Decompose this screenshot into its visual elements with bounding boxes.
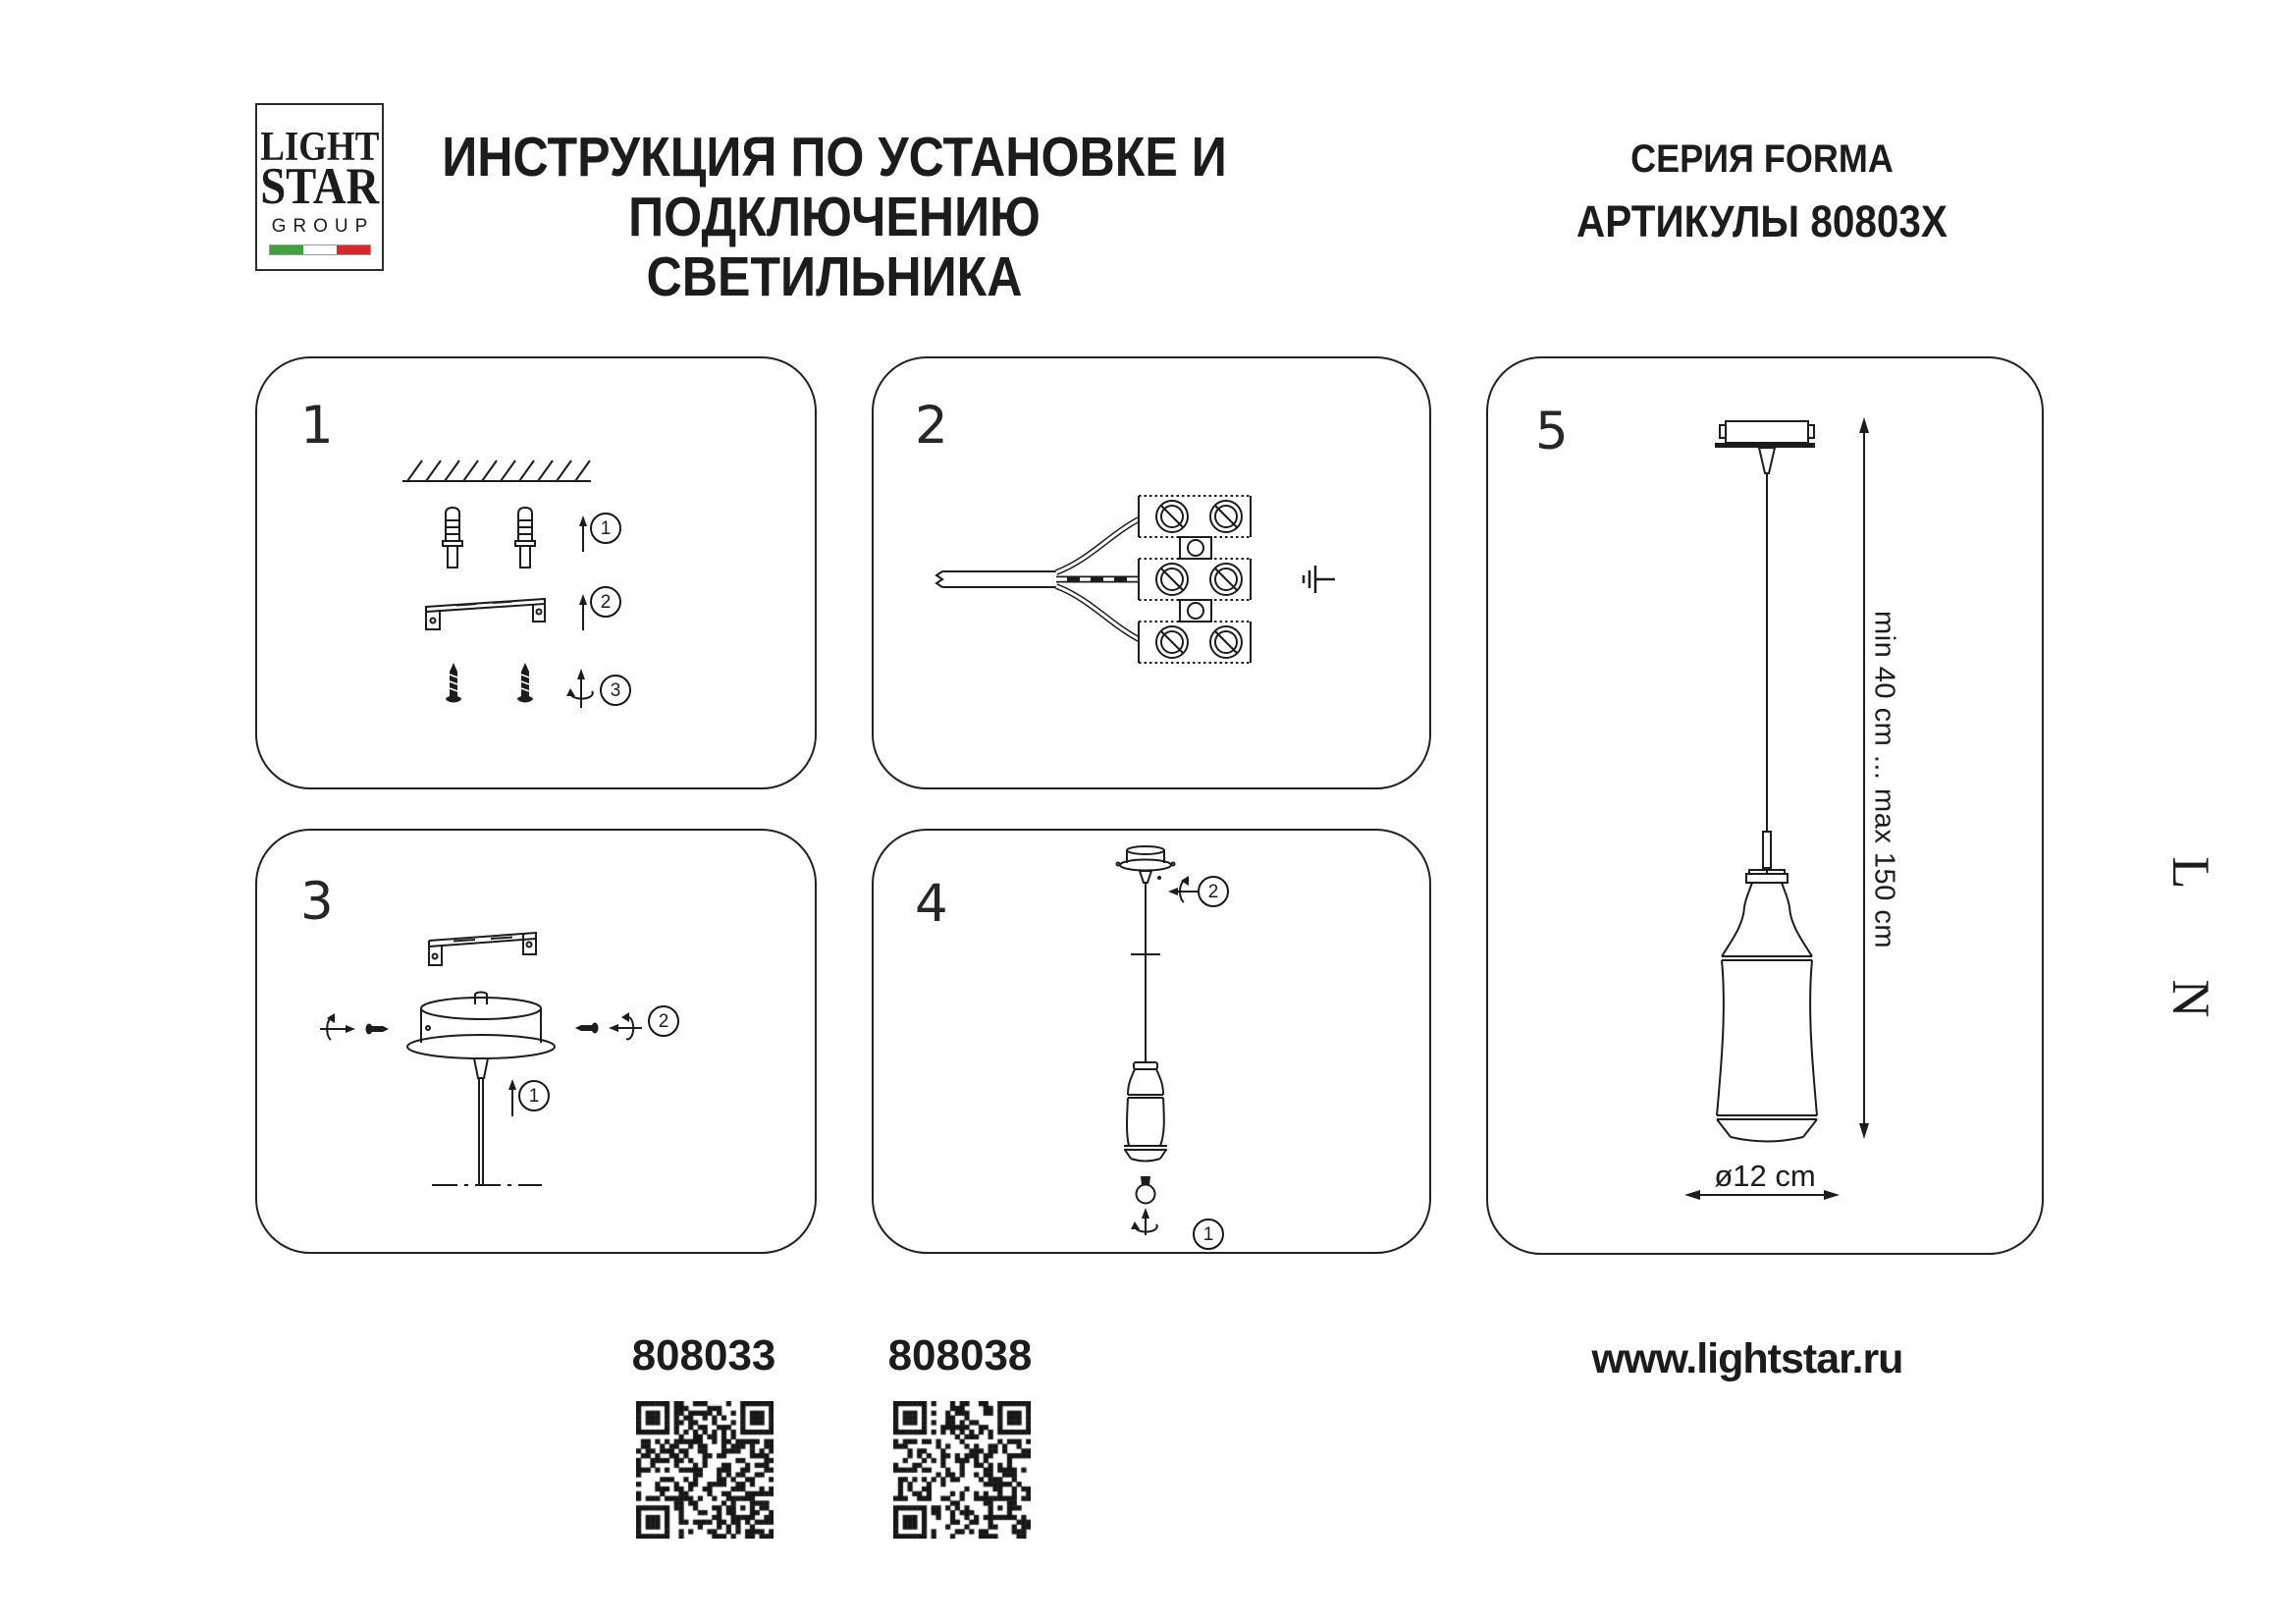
step1-diagram	[257, 358, 815, 787]
terminal-screw-icon	[1210, 501, 1242, 532]
logo-word-group: GROUP	[271, 216, 375, 237]
insert-arrow-icon	[508, 1079, 516, 1116]
step-panel-3	[255, 829, 817, 1254]
terminal-label-neutral: N	[2162, 979, 2220, 1018]
lightstar-logo	[255, 103, 384, 271]
step3-diagram	[257, 831, 815, 1252]
pendant-lamp-diagram	[1488, 358, 2042, 1253]
screw-icon	[517, 663, 533, 703]
mounting-bracket-icon	[426, 599, 545, 629]
italian-flag-icon	[269, 244, 371, 255]
step-badge-1: 1	[518, 1080, 550, 1111]
canopy-icon	[407, 993, 555, 1059]
terminal-label-live: L	[2162, 856, 2220, 890]
suspension-cord-icon	[1131, 883, 1160, 1062]
wiring-diagram	[874, 358, 1429, 787]
side-screw-icon	[366, 1024, 390, 1035]
screw-icon	[446, 663, 461, 703]
side-screw-icon	[575, 1023, 599, 1034]
step-badge-1: 1	[590, 513, 621, 544]
dimensions-panel	[1486, 356, 2044, 1255]
article-code-2: 808038	[887, 1331, 1033, 1380]
step-panel-4	[872, 829, 1431, 1254]
step-badge-2: 2	[1198, 876, 1229, 907]
logo-word-star: STAR	[260, 158, 379, 216]
page-title	[437, 128, 1232, 307]
ceiling-cup-icon	[1117, 846, 1175, 883]
step-number: 4	[915, 874, 948, 934]
step4-diagram	[874, 831, 1429, 1252]
screw-rotation-icon	[1131, 1208, 1157, 1235]
step-badge-3: 3	[600, 675, 631, 706]
screw-rotation-icon	[566, 669, 593, 708]
terminal-screw-icon	[1210, 626, 1242, 658]
title-line-2: ПОДКЛЮЧЕНИЮ СВЕТИЛЬНИКА	[628, 186, 1041, 308]
screw-rotation-icon	[320, 1013, 355, 1040]
light-bulb-icon	[1137, 1176, 1155, 1204]
terminal-screw-icon	[1156, 501, 1188, 532]
step-number: 2	[915, 396, 948, 456]
step-number: 3	[300, 872, 334, 932]
wall-plug-icon	[443, 508, 462, 568]
terminal-screw-icon	[1210, 564, 1242, 595]
screw-rotation-icon	[609, 1012, 642, 1039]
step-panel-1	[255, 356, 817, 789]
lamp-shade-icon	[1124, 1062, 1167, 1162]
logo-word-light: LIGHT	[259, 125, 380, 171]
qr-code-2	[893, 1401, 1031, 1539]
step-number: 1	[300, 396, 334, 456]
terminal-screw-icon	[1156, 626, 1188, 658]
series-block	[1528, 137, 1997, 247]
series-articles: АРТИКУЛЫ 80803X	[1576, 196, 1948, 246]
insert-arrow-icon	[579, 594, 587, 630]
step-badge-2: 2	[648, 1005, 679, 1037]
step-number: 5	[1535, 402, 1569, 461]
step-badge-2: 2	[590, 586, 621, 618]
height-range-label: min 40 cm ... max 150 cm	[1868, 611, 1900, 948]
screw-rotation-icon	[1168, 876, 1201, 902]
series-name: СЕРИЯ FORMA	[1630, 137, 1894, 181]
qr-code-1	[636, 1401, 774, 1539]
suspension-rod-icon	[474, 1058, 488, 1185]
power-cable-icon	[936, 571, 1056, 587]
website-link: www.lightstar.ru	[1591, 1335, 1903, 1382]
lamp-shade-icon	[1717, 870, 1817, 1142]
insert-arrow-icon	[579, 515, 587, 552]
wall-plug-icon	[515, 508, 535, 568]
article-code-1: 808033	[631, 1331, 776, 1380]
title-line-1: ИНСТРУКЦИЯ ПО УСТАНОВКЕ И	[442, 126, 1227, 189]
step-badge-1: 1	[1193, 1218, 1224, 1250]
wire-live-icon	[1056, 519, 1139, 572]
suspension-cord-icon	[1763, 473, 1771, 874]
earth-ground-icon	[1304, 566, 1335, 593]
mounting-bracket-icon	[429, 932, 536, 965]
ceiling-hatch-icon	[402, 460, 591, 481]
terminal-block-icon	[1139, 496, 1251, 663]
ceiling-plate-icon	[1715, 421, 1815, 473]
diameter-label: ø12 cm	[1714, 1159, 1816, 1193]
terminal-screw-icon	[1156, 564, 1188, 595]
wire-neutral-icon	[1056, 586, 1139, 639]
